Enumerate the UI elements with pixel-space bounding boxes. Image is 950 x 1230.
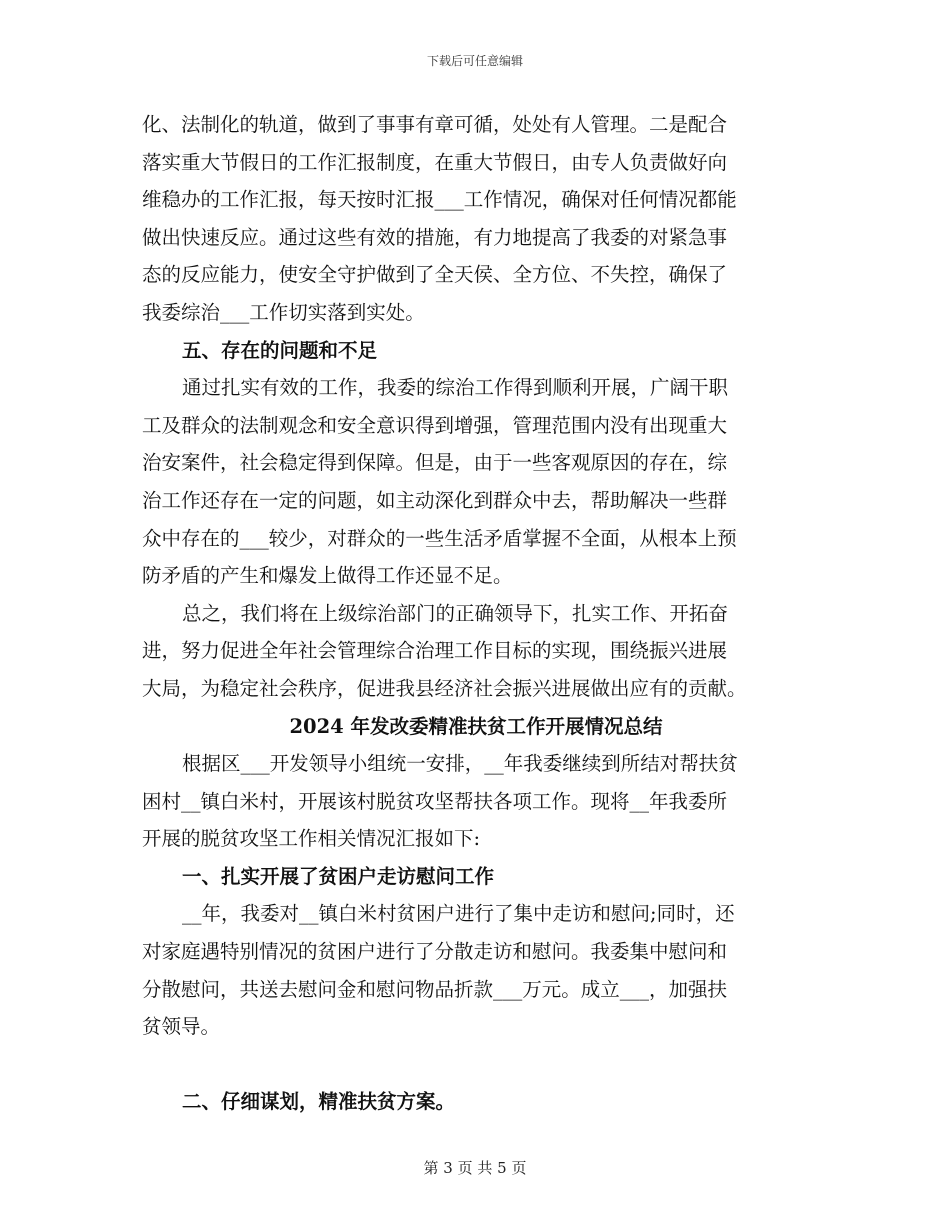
text-line: 贫领导。 [142, 1015, 221, 1039]
text-line: 总之，我们将在上级综治部门的正确领导下，扎实工作、开拓奋 [182, 601, 729, 625]
text-line: 化、法制化的轨道，做到了事事有章可循，处处有人管理。二是配合 [142, 113, 728, 136]
document-body [142, 106, 810, 1121]
text-line: 我委综治___工作切实落到实处。 [142, 300, 425, 324]
blank-line [142, 1046, 810, 1084]
text-line: 做出快速反应。通过这些有效的措施，有力地提高了我委的对紧急事 [142, 225, 728, 249]
page-header: 下载后可任意编辑 [426, 54, 523, 68]
section-heading: 一、扎实开展了贫困户走访慰问工作 [182, 864, 495, 888]
text-line: 治安案件，社会稳定得到保障。但是，由于一些客观原因的存在，综 [142, 451, 728, 475]
text-line: 对家庭遇特别情况的贫困户进行了分散走访和慰问。我委集中慰问和 [142, 940, 728, 964]
text-line: 开展的脱贫攻坚工作相关情况汇报如下: [142, 827, 481, 851]
text-line: 工及群众的法制观念和安全意识得到增强，管理范围内没有出现重大 [142, 413, 728, 437]
text-line: 落实重大节假日的工作汇报制度，在重大节假日，由专人负责做好向 [142, 150, 728, 174]
text-line: 治工作还存在一定的问题，如主动深化到群众中去，帮助解决一些群 [142, 488, 728, 512]
section-heading: 五、存在的问题和不足 [182, 338, 378, 362]
text-line: 进，努力促进全年社会管理综合治理工作目标的实现，围绕振兴进展 [142, 639, 728, 663]
text-line: 根据区___开发领导小组统一安排，__年我委继续到所结对帮扶贫 [182, 752, 738, 776]
text-line: 分散慰问，共送去慰问金和慰问物品折款___万元。成立___，加强扶 [142, 977, 728, 1001]
section-heading: 二、仔细谋划，精准扶贫方案。 [182, 1090, 456, 1114]
page-footer: 第 3 页 共 5 页 [423, 1159, 527, 1177]
text-line: 防矛盾的产生和爆发上做得工作还显不足。 [142, 564, 513, 588]
document-title: 2024 年发改委精准扶贫工作开展情况总结 [289, 714, 663, 738]
text-line: 态的反应能力，使安全守护做到了全天侯、全方位、不失控，确保了 [142, 263, 728, 287]
text-line: __年，我委对__镇白米村贫困户进行了集中走访和慰问;同时，还 [182, 902, 735, 926]
text-line: 维稳办的工作汇报，每天按时汇报___工作情况，确保对任何情况都能 [142, 188, 737, 212]
text-line: 大局，为稳定社会秩序，促进我县经济社会振兴进展做出应有的贡献。 [142, 676, 747, 700]
text-line: 通过扎实有效的工作，我委的综治工作得到顺利开展，广阔干职 [182, 376, 729, 400]
text-line: 困村__镇白米村，开展该村脱贫攻坚帮扶各项工作。现将__年我委所 [142, 789, 728, 813]
text-line: 众中存在的___较少，对群众的一些生活矛盾掌握不全面，从根本上预 [142, 526, 737, 550]
